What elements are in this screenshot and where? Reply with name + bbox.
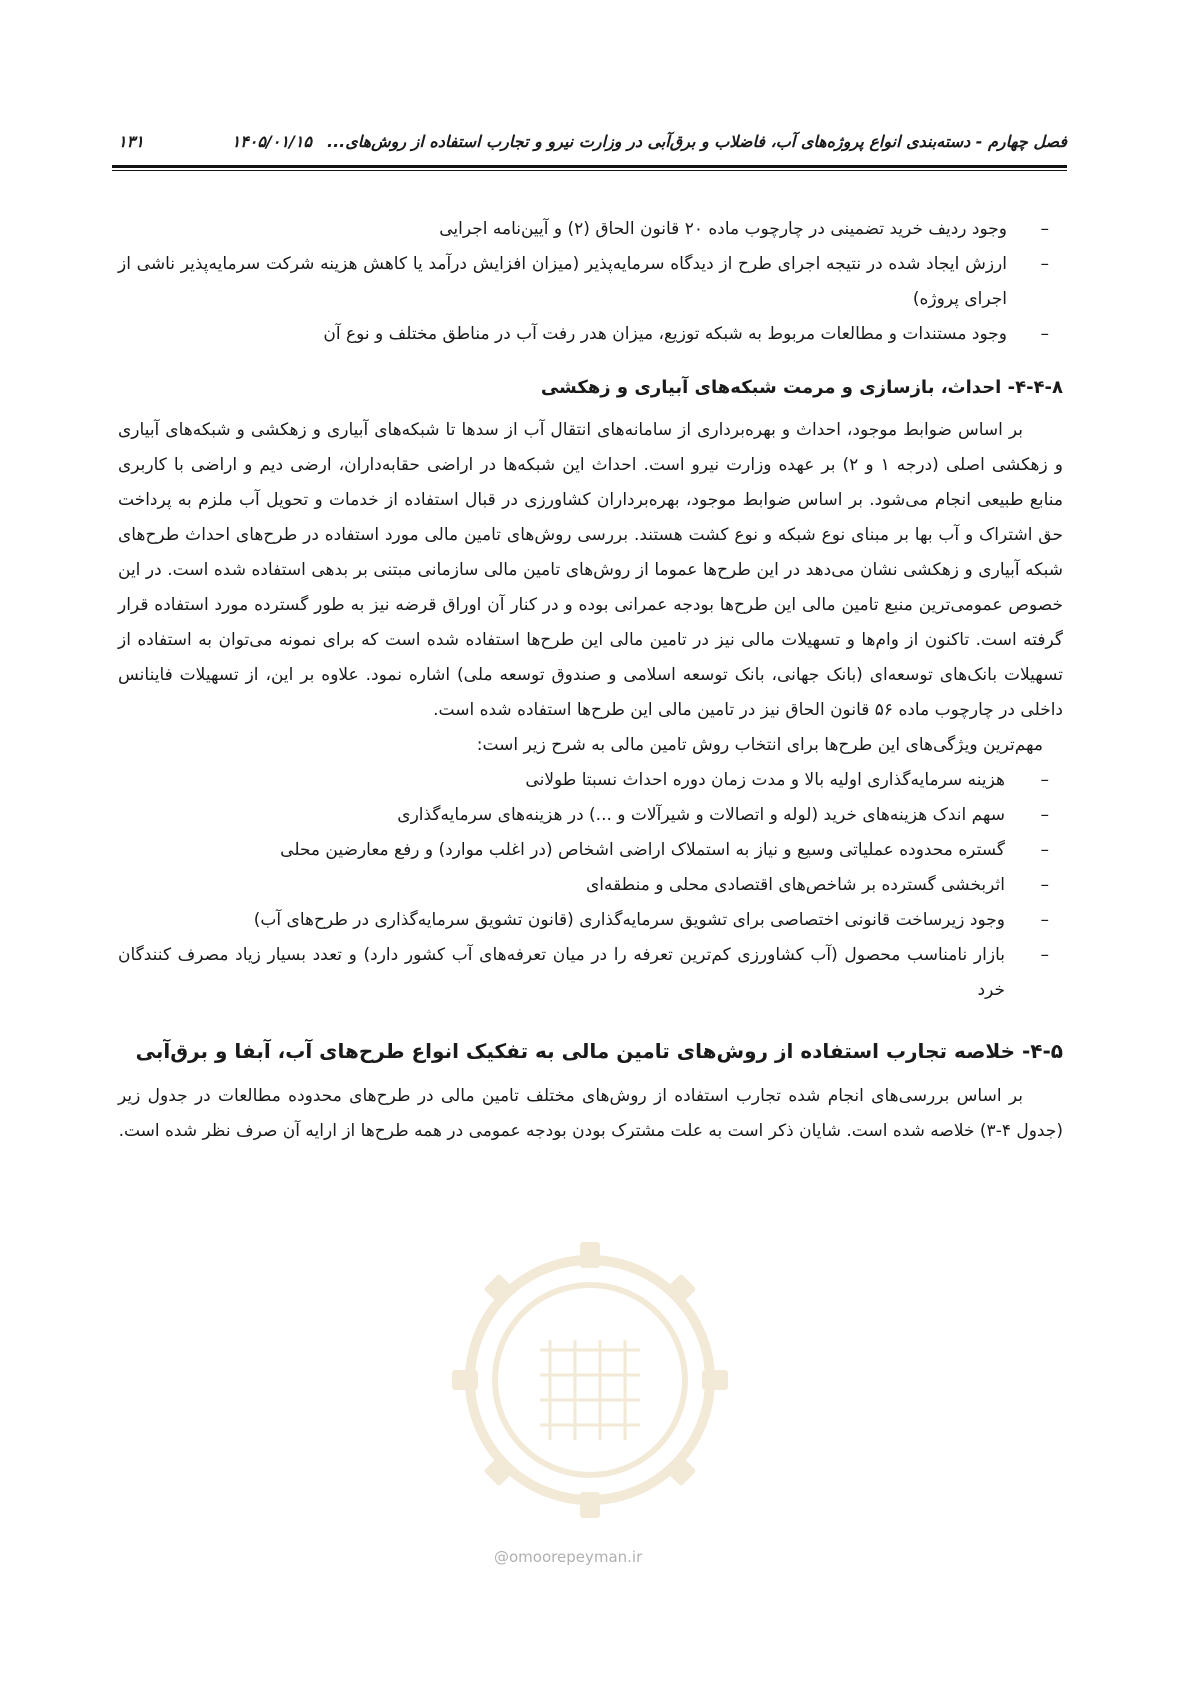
list-item: – هزینه سرمایه‌گذاری اولیه بالا و مدت زمان دوره احداث نسبتا طولانی xyxy=(525,770,1049,790)
list-item: – گستره محدوده عملیاتی وسیع و نیاز به استملاک اراضی اشخاص (در اغلب موارد) و رفع معارضین محلی xyxy=(280,840,1049,860)
header-date: ۱۴۰۵/۰۱/۱۵ xyxy=(231,132,312,151)
features-list xyxy=(118,763,1063,1008)
page-content xyxy=(118,212,1063,1149)
list-item: – سهم اندک هزینه‌های خرید (لوله و اتصالات و شیرآلات و ...) در هزینه‌های سرمایه‌گذاری xyxy=(397,805,1049,825)
running-header xyxy=(118,128,1067,162)
section-heading-4-5: ۴-۵- خلاصه تجارب استفاده از روش‌های تامین مالی به تفکیک انواع طرح‌های آب، آبفا و برق‌آبی xyxy=(135,1039,1063,1063)
list-item: – وجود ردیف خرید تضمینی در چارچوب ماده ۲۰ قانون الحاق (۲) و آیین‌نامه اجرایی xyxy=(439,219,1049,239)
list-item: – بازار نامناسب محصول (آب کشاورزی کم‌ترین تعرفه را در میان تعرفه‌های آب کشور دارد) و تعدد بسیار زیاد مصرف کنندگان خرد xyxy=(118,945,1049,1000)
section-4-5-paragraph: بر اساس بررسی‌های انجام شده تجارب استفاده از روش‌های مختلف تامین مالی در طرح‌های محدوده مطالعات در جدول زیر (جدول ۴-۳) خلاصه شده است. شایان ذکر است به علت مشترک بودن بودجه عمومی در همه طرح‌ها از ارایه آن صرف نظر شده است. xyxy=(118,1086,1063,1141)
section-4-4-8-paragraph: بر اساس ضوابط موجود، احداث و بهره‌برداری از سامانه‌های انتقال آب از سدها تا شبکه‌های آبیاری و زهکشی و شبکه‌های آبیاری و زهکشی اصلی (درجه ۱ و ۲) بر عهده وزارت نیرو است. احداث این شبکه‌ها در اراضی حقابه‌داران، ارضی دیم و اراضی با کاربری منابع طبیعی انجام می‌شود. بر اساس ضوابط موجود، بهره‌برداران کشاورزی در قبال استفاده از خدمات و تحویل آب ملزم به پرداخت حق اشتراک و آب بها بر مبنای نوع شبکه و نوع کشت هستند. بررسی روش‌های تامین مالی مورد استفاده در طرح‌های احداث طرح‌های شبکه آبیاری و زهکشی نشان می‌دهد در این طرح‌ها عموما از روش‌های تامین مالی سازمانی مبتنی بر بدهی استفاده شده است. در این خصوص عمومی‌ترین منبع تامین مالی این طرح‌ها بودجه عمرانی بوده و در کنار آن اوراق قرضه نیز به طور گسترده مورد استفاده قرار گرفته است. تاکنون از وام‌ها و تسهیلات مالی نیز در تامین مالی این طرح‌ها استفاده شده است که برای نمونه می‌توان به استفاده از تسهیلات بانک‌های توسعه‌ای (بانک جهانی، بانک توسعه اسلامی و صندوق توسعه ملی) اشاره نمود. علاوه بر این، از تسهیلات فاینانس داخلی در چارچوب ماده ۵۶ قانون الحاق نیز در تامین مالی این طرح‌ها استفاده شده است. xyxy=(118,420,1063,720)
list-item: – اثربخشی گسترده بر شاخص‌های اقتصادی محلی و منطقه‌ای xyxy=(585,875,1049,895)
header-divider-thick xyxy=(112,165,1067,168)
header-divider-thin xyxy=(112,170,1067,171)
watermark-logo xyxy=(430,1230,750,1550)
features-intro: مهم‌ترین ویژگی‌های این طرح‌ها برای انتخاب روش تامین مالی به شرح زیر است: xyxy=(476,735,1043,755)
section-heading-4-4-8: ۴-۴-۸- احداث، بازسازی و مرمت شبکه‌های آبیاری و زهکشی xyxy=(540,377,1063,398)
list-item: – وجود مستندات و مطالعات مربوط به شبکه توزیع، میزان هدر رفت آب در مناطق مختلف و نوع آن xyxy=(323,324,1049,344)
watermark-text: @omoorepeyman.ir xyxy=(494,1548,643,1566)
requirements-list-top xyxy=(118,212,1063,352)
list-item: – وجود زیرساخت قانونی اختصاصی برای تشویق سرمایه‌گذاری (قانون تشویق سرمایه‌گذاری در طرح‌های آب) xyxy=(253,910,1049,930)
header-chapter-title: فصل چهارم - دسته‌بندی انواع پروژه‌های آب، فاضلاب و برق‌آبی در وزارت نیرو و تجارب استفاده از روش‌های... xyxy=(327,132,1067,151)
page-number: ۱۳۱ xyxy=(118,132,144,151)
list-item: – ارزش ایجاد شده در نتیجه اجرای طرح از دیدگاه سرمایه‌پذیر (میزان افزایش درآمد یا کاهش هزینه شرکت سرمایه‌پذیر ناشی از اجرای پروژه) xyxy=(118,254,1049,309)
